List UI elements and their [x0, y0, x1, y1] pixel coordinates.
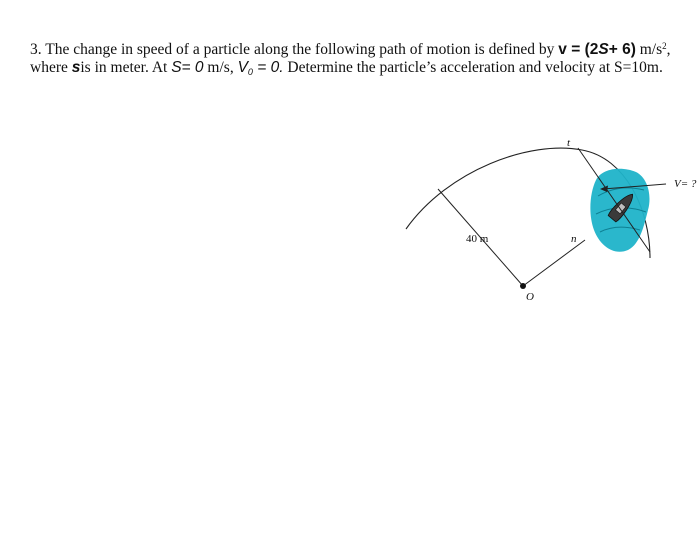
v0-symbol: V [237, 59, 248, 76]
where-text: , where [30, 41, 671, 76]
v0-equals: = 0. [252, 59, 284, 76]
velocity-label: V= ? [674, 178, 697, 190]
is-in-meter-text: is in meter. At [80, 59, 172, 76]
units-ms2-exponent: 2 [662, 41, 667, 51]
center-point [520, 283, 526, 289]
v0-subscript: 0 [247, 67, 253, 77]
s-condition: S= 0 [171, 59, 204, 76]
radius-line-right [523, 240, 585, 286]
eq-s: S [598, 41, 609, 58]
s-symbol: s [71, 59, 81, 76]
eq-equals: = (2 [566, 41, 599, 58]
problem-intro: The change in speed of a particle along the following path of motion is defined by [41, 41, 559, 58]
radius-label: 40 m [466, 233, 489, 245]
ms-text: m/s, [203, 59, 238, 76]
center-label: O [526, 291, 534, 303]
problem-rest: Determine the particle’s acceleration and velocity at S=10m. [283, 59, 663, 76]
tangent-label: t [567, 137, 571, 149]
units-ms2: m/s [635, 41, 663, 58]
normal-label: n [571, 233, 577, 245]
problem-number: 3. [30, 41, 42, 58]
eq-v: v [558, 41, 567, 58]
eq-plus: + 6) [608, 41, 636, 58]
